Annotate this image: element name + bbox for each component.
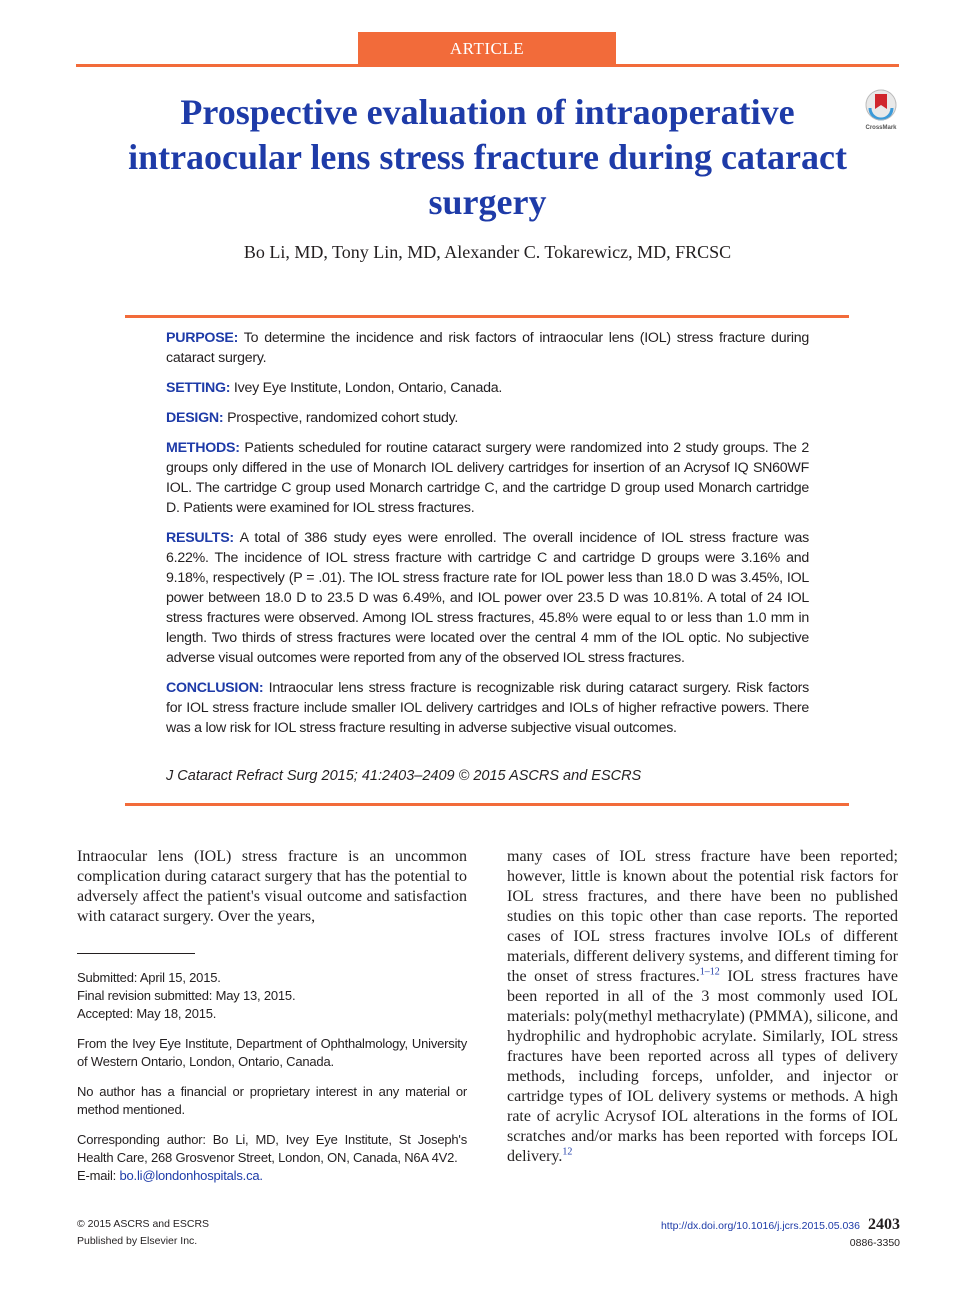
footer-copyright: © 2015 ASCRS and ESCRS (77, 1218, 210, 1230)
abstract-methods (166, 438, 809, 518)
header-rule (76, 64, 899, 67)
footer-right (560, 1216, 900, 1252)
abstract-setting (166, 378, 809, 398)
methods-text: Patients scheduled for routine cataract surgery were randomized into 2 study groups. The 2 groups only differed in the use of Monarch IOL delivery cartridges for insertion of an Acrysof IQ SN60WF IOL. The cartridge C group used Monarch cartridge C, and the cartridge D group used Monarch cartridge D. Patients were examined for IOL stress fractures. (166, 440, 809, 516)
page-number: 2403 (868, 1216, 900, 1233)
crossmark-badge[interactable] (862, 88, 900, 130)
footer-left (77, 1216, 377, 1250)
reference-link[interactable]: 1–12 (699, 966, 720, 978)
body-right-paragraph (507, 847, 898, 1167)
purpose-text: To determine the incidence and risk factors of intraocular lens (IOL) stress fracture during cataract surgery. (166, 330, 809, 366)
setting-label: SETTING: (166, 380, 231, 396)
footnote-rule (77, 953, 195, 954)
final-revision-date: Final revision submitted: May 13, 2015. (77, 988, 296, 1003)
results-text: A total of 386 study eyes were enrolled. The overall incidence of IOL stress fracture was 6.22%. The incidence of IOL stress fracture with cartridge C and cartridge D groups were 3.16% and 9.18%, respectively (P = .01). The IOL stress fracture rate for IOL power less than 18.0 D was 3.45%, IOL power between 18.0 D to 23.5 D was 6.49%, and IOL power over 23.5 D was 10.81%. A total of 24 IOL stress fractures were observed. Among IOL stress fractures, 45.8% were equal to or less than 1.0 mm in length. Two thirds of stress fractures were located over the central 4 mm of the IOL optic. No subjective adverse visual outcomes were reported from any of the observed IOL stress fractures. (166, 530, 809, 666)
body-right-text-1: many cases of IOL stress fracture have been reported; however, little is known about the potential risk factors for IOL stress fractures, and there have been no published studies on this topic other than case reports. The reported cases of IOL stress fractures involve IOLs of different materials, different delivery systems, and different timing for the onset of stress fractures. (507, 848, 898, 985)
corresponding-author (77, 1131, 467, 1185)
abstract-purpose (166, 328, 809, 368)
crossmark-icon (864, 88, 898, 122)
footnotes (77, 969, 467, 1197)
body-right-text-2: IOL stress fractures have been reported in all of the 3 most commonly used IOL materials: poly(methyl methacrylate) (PMMA), silicone, and hydrophilic and hydrophobic acrylate. Similarly, IOL stress fractures have been reported across all types of delivery methods, including forceps, unfolder, and injector or cartridge types of IOL delivery systems or methods. A high rate of acrylic Acrysof IOL alterations in the forms of IOL scratches and/or marks has been reported with forceps IOL delivery. (507, 968, 898, 1165)
reference-link[interactable]: 12 (562, 1146, 573, 1158)
conclusion-text: Intraocular lens stress fracture is recognizable risk during cataract surgery. Risk factors for IOL stress fracture include smaller IOL delivery cartridges and IOLs of higher refractive powers. There was a low risk for IOL stress fracture resulting in adverse subjective visual outcomes. (166, 680, 809, 736)
abstract-conclusion (166, 678, 809, 738)
article-title: Prospective evaluation of intraoperative intraocular lens stress fracture during cataract surgery (128, 92, 847, 222)
doi-link[interactable]: http://dx.doi.org/10.1016/j.jcrs.2015.05.036 (660, 1220, 860, 1232)
corresponding-text: Corresponding author: Bo Li, MD, Ivey Eye Institute, St Joseph's Health Care, 268 Grosvenor Street, London, ON, Canada, N6A 4V2. (77, 1132, 467, 1165)
email-label: E-mail: (77, 1168, 120, 1183)
disclosure: No author has a financial or proprietary interest in any material or method mentioned. (77, 1084, 467, 1117)
author-list: Bo Li, MD, Tony Lin, MD, Alexander C. Tokarewicz, MD, FRCSC (243, 242, 732, 262)
crossmark-label: CrossMark (865, 125, 897, 131)
results-label: RESULTS: (166, 530, 234, 546)
email-link[interactable]: bo.li@londonhospitals.ca. (119, 1168, 263, 1183)
design-text: Prospective, randomized cohort study. (227, 410, 459, 426)
issn: 0886-3350 (849, 1237, 900, 1249)
abstract-design (166, 408, 809, 428)
article-type-tag: ARTICLE (358, 32, 616, 65)
body-left-paragraph: Intraocular lens (IOL) stress fracture is an uncommon complication during cataract surgery that has the potential to adversely affect the patient's visual outcome and satisfaction with cataract surgery. Over the years, (77, 848, 467, 925)
methods-label: METHODS: (166, 440, 240, 456)
abstract-top-rule (125, 315, 849, 318)
abstract-bottom-rule (125, 803, 849, 806)
abstract (166, 328, 809, 748)
purpose-label: PURPOSE: (166, 330, 239, 346)
setting-text: Ivey Eye Institute, London, Ontario, Canada. (233, 380, 503, 396)
conclusion-label: CONCLUSION: (166, 680, 264, 696)
affiliation: From the Ivey Eye Institute, Department of Ophthalmology, University of Western Ontario, London, Ontario, Canada. (77, 1036, 467, 1069)
submitted-date: Submitted: April 15, 2015. (77, 970, 221, 985)
journal-citation: J Cataract Refract Surg 2015; 41:2403–2409 © 2015 ASCRS and ESCRS (166, 768, 642, 784)
submission-dates (77, 969, 467, 1023)
accepted-date: Accepted: May 18, 2015. (77, 1006, 217, 1021)
design-label: DESIGN: (166, 410, 224, 426)
footer-publisher: Published by Elsevier Inc. (77, 1235, 198, 1247)
abstract-results (166, 528, 809, 668)
